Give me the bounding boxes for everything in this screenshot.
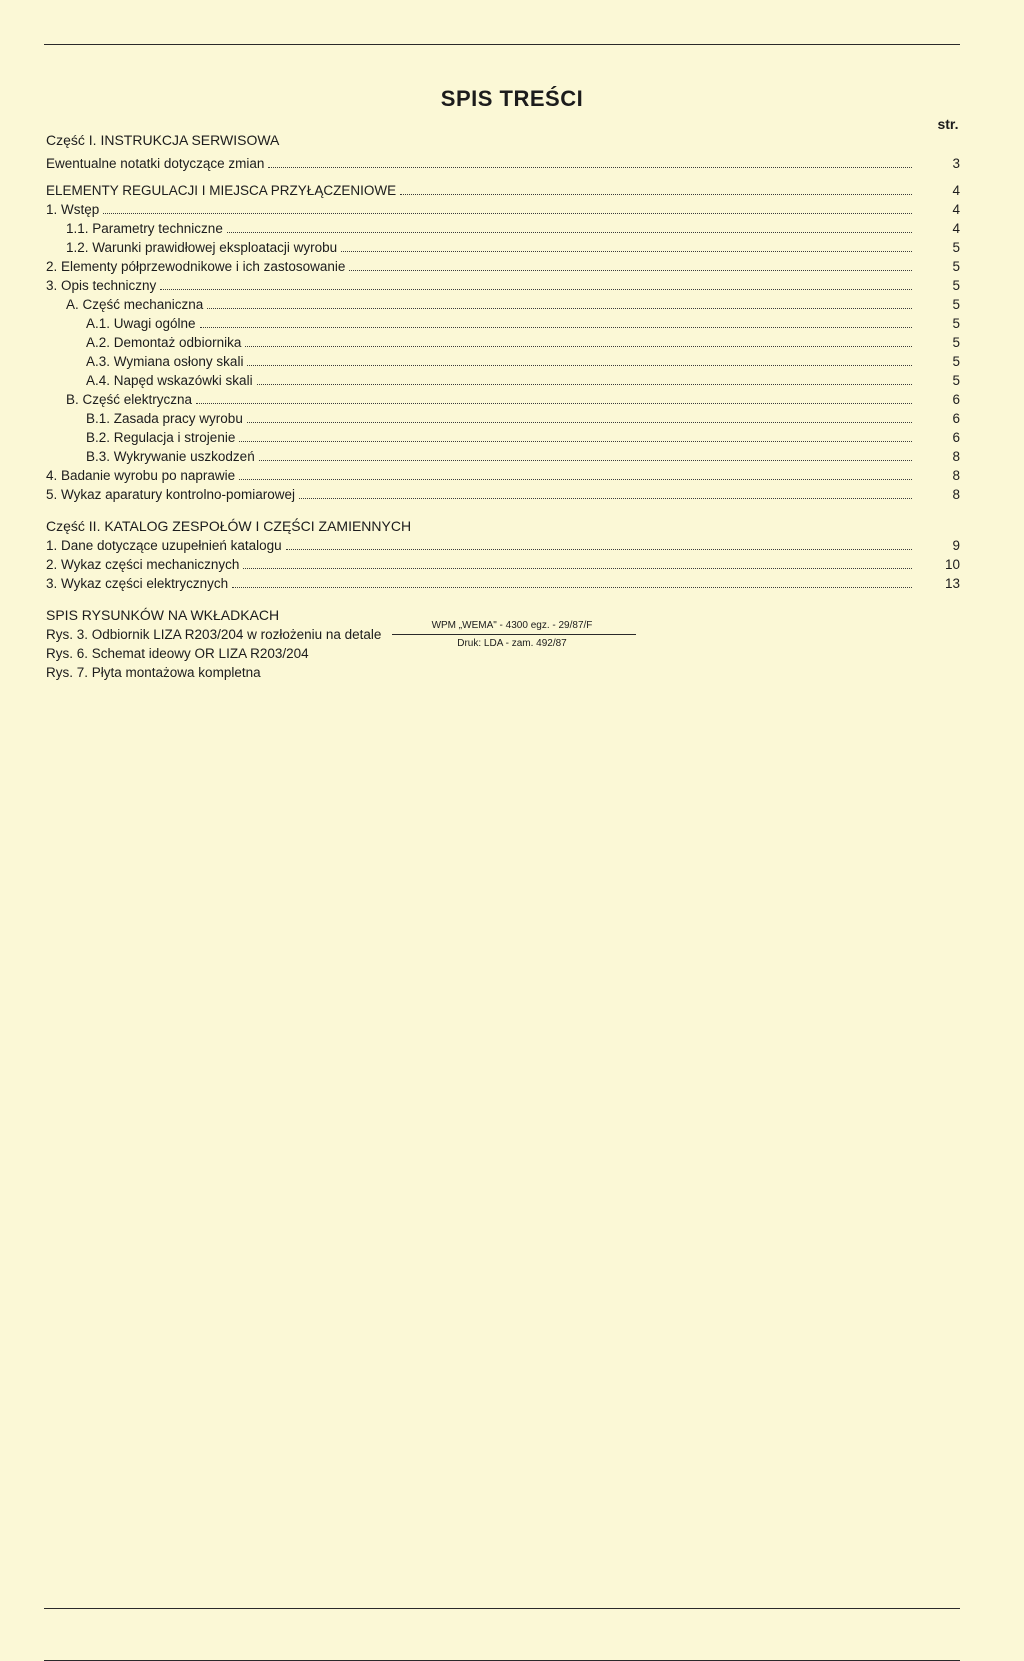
toc-entry-title: 4. Badanie wyrobu po naprawie xyxy=(46,468,236,483)
toc-entry xyxy=(46,371,966,390)
toc-entry xyxy=(46,181,966,200)
part1-entries xyxy=(46,154,966,504)
toc-entry-page: 8 xyxy=(952,468,960,483)
part2-heading: Część II. KATALOG ZESPOŁÓW I CZĘŚCI ZAMIENNYCH xyxy=(46,518,412,534)
toc-entry xyxy=(46,333,966,352)
toc-entry-page: 5 xyxy=(952,316,960,331)
toc-entry-title: 1. Dane dotyczące uzupełnień katalogu xyxy=(46,538,282,553)
dot-leader xyxy=(243,568,912,569)
dot-leader xyxy=(349,270,912,271)
toc-entry-page: 5 xyxy=(952,335,960,350)
toc-entry-title: A.1. Uwagi ogólne xyxy=(86,316,196,331)
dot-leader xyxy=(299,498,912,499)
page-title: SPIS TREŚCI xyxy=(440,86,584,111)
figure-item: Rys. 3. Odbiornik LIZA R203/204 w rozłożeniu na detale xyxy=(46,627,382,642)
dot-leader xyxy=(196,403,912,404)
toc-entry xyxy=(46,447,966,466)
toc-entry-page: 10 xyxy=(944,557,960,572)
toc-entry xyxy=(46,485,966,504)
figures-heading: SPIS RYSUNKÓW NA WKŁADKACH xyxy=(46,607,280,623)
dot-leader xyxy=(247,422,912,423)
page-column-label: str. xyxy=(937,116,959,132)
dot-leader xyxy=(227,232,912,233)
toc-entry-title: 3. Wykaz części elektrycznych xyxy=(46,576,229,591)
toc-entry-page: 5 xyxy=(952,240,960,255)
toc-entry xyxy=(46,466,966,485)
toc-entry-title: B. Część elektryczna xyxy=(66,392,193,407)
toc-entry-page: 8 xyxy=(952,487,960,502)
toc-entry-title: Ewentualne notatki dotyczące zmian xyxy=(46,156,265,171)
toc-entry xyxy=(46,536,966,555)
toc-entry-page: 4 xyxy=(952,202,960,217)
toc-entry-title: 3. Opis techniczny xyxy=(46,278,157,293)
toc-entry xyxy=(46,219,966,238)
toc-entry-page: 6 xyxy=(952,392,960,407)
toc-entry xyxy=(46,200,966,219)
toc-entry-title: ELEMENTY REGULACJI I MIEJSCA PRZYŁĄCZENIOWE xyxy=(46,183,397,198)
toc-entry-page: 4 xyxy=(952,221,960,236)
toc-entry xyxy=(46,314,966,333)
dot-leader xyxy=(207,308,912,309)
toc-entry xyxy=(46,154,966,173)
toc-entry-title: 5. Wykaz aparatury kontrolno-pomiarowej xyxy=(46,487,295,502)
toc-entry-page: 3 xyxy=(952,156,960,171)
dot-leader xyxy=(286,549,912,550)
toc-entry-page: 5 xyxy=(952,297,960,312)
toc-entry-page: 6 xyxy=(952,411,960,426)
toc-entry-title: A.3. Wymiana osłony skali xyxy=(86,354,244,369)
dot-leader xyxy=(239,441,912,442)
toc-entry-page: 5 xyxy=(952,278,960,293)
toc-entry xyxy=(46,428,966,447)
toc-entry-title: A.2. Demontaż odbiornika xyxy=(86,335,242,350)
figure-item: Rys. 7. Płyta montażowa kompletna xyxy=(46,665,261,680)
dot-leader xyxy=(103,213,912,214)
toc-entry xyxy=(46,409,966,428)
toc-entry xyxy=(46,352,966,371)
footer-rule-top xyxy=(44,1608,960,1609)
toc-entry xyxy=(46,574,966,593)
footer-line2: Druk: LDA - zam. 492/87 xyxy=(457,638,567,649)
toc-entry-page: 8 xyxy=(952,449,960,464)
toc-entry xyxy=(46,555,966,574)
toc-entry xyxy=(46,238,966,257)
dot-leader xyxy=(259,460,912,461)
dot-leader xyxy=(239,479,912,480)
part1-heading: Część I. INSTRUKCJA SERWISOWA xyxy=(46,132,280,148)
toc-entry xyxy=(46,390,966,409)
dot-leader xyxy=(200,327,912,328)
toc-entry-title: A. Część mechaniczna xyxy=(66,297,204,312)
toc-entry-page: 5 xyxy=(952,354,960,369)
toc-entry-page: 13 xyxy=(944,576,960,591)
toc-entry-page: 5 xyxy=(952,259,960,274)
part2-entries xyxy=(46,536,966,593)
toc-entry-title: 1. Wstęp xyxy=(46,202,100,217)
toc-entry-title: 1.2. Warunki prawidłowej eksploatacji wyrobu xyxy=(66,240,338,255)
top-rule xyxy=(44,44,960,45)
toc-entry xyxy=(46,257,966,276)
dot-leader xyxy=(341,251,912,252)
toc-entry-title: 1.1. Parametry techniczne xyxy=(66,221,223,236)
dot-leader xyxy=(160,289,912,290)
toc-entry-page: 9 xyxy=(952,538,960,553)
toc-entry-title: A.4. Napęd wskazówki skali xyxy=(86,373,253,388)
toc-entry-page: 6 xyxy=(952,430,960,445)
toc-entry-title: B.3. Wykrywanie uszkodzeń xyxy=(86,449,255,464)
footer-short-rule xyxy=(392,634,636,635)
dot-leader xyxy=(232,587,912,588)
table-of-contents xyxy=(46,130,966,682)
dot-leader xyxy=(268,167,912,168)
toc-entry-title: 2. Wykaz części mechanicznych xyxy=(46,557,240,572)
dot-leader xyxy=(247,365,912,366)
toc-entry-page: 4 xyxy=(952,183,960,198)
dot-leader xyxy=(257,384,912,385)
toc-entry-title: B.2. Regulacja i strojenie xyxy=(86,430,236,445)
dot-leader xyxy=(400,194,912,195)
dot-leader xyxy=(245,346,912,347)
toc-entry-title: 2. Elementy półprzewodnikowe i ich zastosowanie xyxy=(46,259,346,274)
toc-entry-page: 5 xyxy=(952,373,960,388)
footer-line1: WPM „WEMA" - 4300 egz. - 29/87/F xyxy=(431,620,593,631)
toc-entry xyxy=(46,276,966,295)
toc-entry-title: B.1. Zasada pracy wyrobu xyxy=(86,411,243,426)
figure-item: Rys. 6. Schemat ideowy OR LIZA R203/204 xyxy=(46,646,309,661)
toc-entry xyxy=(46,295,966,314)
